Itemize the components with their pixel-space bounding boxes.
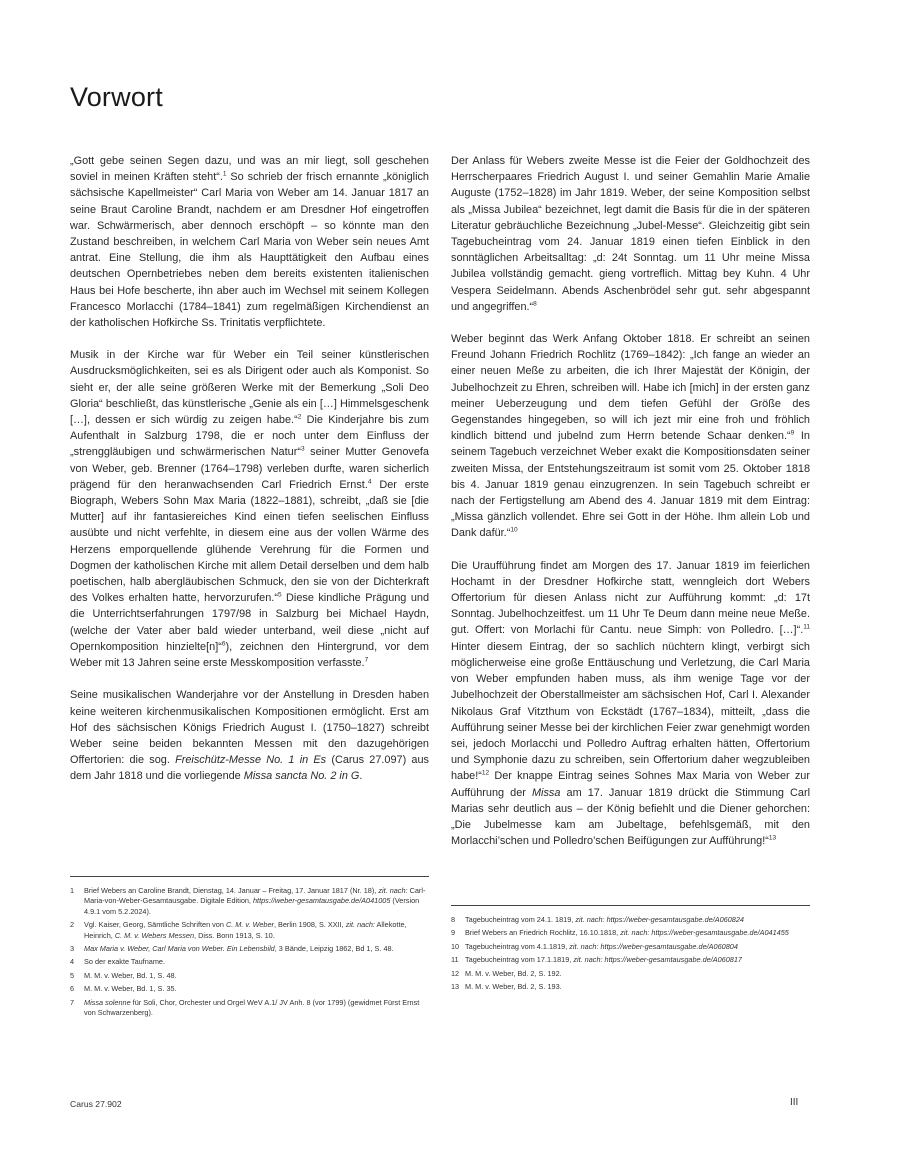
- footnote-number: 5: [70, 970, 75, 980]
- footnote-number: 10: [451, 941, 460, 951]
- footnote: [70, 886, 429, 917]
- footnote: [451, 928, 810, 938]
- page-title: Vorwort: [70, 82, 163, 112]
- footnotes-right: [451, 905, 810, 995]
- footnote: [451, 915, 810, 925]
- page-number: III: [790, 1097, 799, 1108]
- footnote-number: 1: [70, 886, 75, 895]
- footnote: [70, 920, 429, 941]
- catalog-number: Carus 27.902: [70, 1099, 122, 1109]
- footnote: [451, 969, 810, 979]
- footnote-text: Brief Webers an Caroline Brandt, Dienstag, 14. Januar – Freitag, 17. Januar 1817 (Nr. 18), zit. nach: Carl-Maria-von-Weber-Gesamtausgabe. Digitale Edition, https://weber-gesamtausgabe.de/A041005 (Version 4.9.1 vom 5.2.2024).: [84, 886, 426, 916]
- paragraph: „Gott gebe seinen Segen dazu, und was an mir liegt, soll geschehen soviel in meinen Kräften steht“.$^1$ So schrieb der frisch ernannte „königlich sächsische Kapellmeister“ Carl Maria von Weber am 14. Januar 1817 an seine Braut Caroline Brandt, nachdem er am Dresdner Hof eingetroffen war. Schwärmerisch, aber dennoch erschöpft – so könnte man den Zustand beschreiben, in welchem Carl Maria von Weber sein neues Amt antrat. Eine Stellung, die ihm als Haupttätigkeit den Aufbau eines deutschen Opernbetriebes neben dem bereits existenten italienischen Haus bei Hofe bescherte, ihn aber auch im Wechsel mit seinem Kollegen Francesco Morlacchi (1784–1841) zum regelmäßigen Kirchendienst an der katholischen Hofkirche Ss. Trinitatis verpflichtete.: [70, 155, 429, 330]
- footnote-text: M. M. v. Weber, Bd. 2, S. 192.: [465, 968, 562, 978]
- footnote: [451, 955, 810, 965]
- footnote: [70, 984, 429, 994]
- footnote-number: 11: [451, 955, 459, 965]
- footnote-text: M. M. v. Weber, Bd. 2, S. 193.: [465, 982, 562, 992]
- footnote: [70, 971, 429, 981]
- footnote: [451, 982, 810, 992]
- paragraph: Seine musikalischen Wanderjahre vor der Anstellung in Dresden haben keine weiteren kirchenmusikalischen Kompositionen ermöglicht. Erst am Hof des sächsischen Königs Friedrich August I. (1750–1827) schreibt Weber seine beiden bekannten Messen mit den dazugehörigen Offertorien: die sog. Freischütz-Messe No. 1 in Es (Carus 27.097) aus dem Jahr 1818 und die vorliegende Missa sancta No. 2 in G.: [70, 689, 429, 783]
- footnote-text: Brief Webers an Friedrich Rochlitz, 16.10.1818, zit. nach: https://weber-gesamtausgabe.de/A041455: [465, 928, 789, 938]
- footnote-number: 3: [70, 944, 75, 954]
- footnote-text: Vgl. Kaiser, Georg, Sämtliche Schriften von C. M. v. Weber, Berlin 1908, S. XXII, zit. nach: Allekotte, Heinrich, C. M. v. Webers Messen, Diss. Bonn 1913, S. 10.: [84, 920, 407, 940]
- body-column-left: [70, 153, 429, 801]
- footnotes-left: [70, 876, 429, 1021]
- footnote-number: 13: [451, 982, 460, 992]
- footnote: [70, 944, 429, 954]
- footnote-text: Tagebucheintrag vom 4.1.1819, zit. nach: https://weber-gesamtausgabe.de/A060804: [465, 941, 738, 951]
- footnote-number: 8: [451, 915, 456, 924]
- footnote-number: 7: [70, 997, 75, 1007]
- footnote-text: So der exakte Taufname.: [84, 957, 165, 967]
- footnote-text: M. M. v. Weber, Bd. 1, S. 48.: [84, 970, 177, 980]
- paragraph: Weber beginnt das Werk Anfang Oktober 1818. Er schreibt an seinen Freund Johann Friedrich Rochlitz (1769–1842): „Ich fange an wieder an einer neuen Meße zu arbeiten, die ich Ihrer Majestät der Königin, der Jubelhochzeit zu Ehren, schreiben will. Habe ich [mich] in der ersten ganz meiner Ueberzeugung und dem tiefen Gefühl der Größe des Gegenstandes hingegeben, so will ich jezt mir eine froh und fröhlich kindlich bittend und jubelnd zum Herrn betende Schaar denken.“$^9$ In seinem Tagebuch verzeichnet Weber exakt die Kompositionsdaten seiner zweiten Missa, der Entstehungszeitraum ist somit vom 25. Oktober 1818 bis 4. Januar 1819 genau einzugrenzen. In sein Tagebuch schreibt er nach der Fertigstellung am Abend des 4. Januar 1819 mit dem Eintrag: „Missa gänzlich vollendet. Ehre sei Gott in der Höhe. Ihm allein Lob und Dank dafür.“$^{10}$: [451, 333, 810, 540]
- paragraph: Musik in der Kirche war für Weber ein Teil seiner künstlerischen Ausdrucksmöglichkeiten, sei es als Dirigent oder auch als Komponist. So sieht er, der alle seine größeren Werke mit der Bemerkung „Soli Deo Gloria“ beschließt, das künstlerische „Genie als ein […] Himmelsgeschenk […], dessen er sich würdig zu zeigen habe.“$^2$ Die Kinderjahre bis zum Aufenthalt in Salzburg 1798, die er noch unter dem Einfluss der „strenggläubigen und schwärmerischen Natur“$^3$ seiner Mutter Genovefa von Weber, geb. Brenner (1764–1798) verleben durfte, waren sicherlich prägend für den heranwachsenden Carl Friedrich Ernst.$^4$ Der erste Biograph, Webers Sohn Max Maria (1822–1881), schreibt, „daß sie [die Mutter] auf ihr fantasiereiches Kind einen tiefen seelischen Einfluss ausübte und nicht verfehlte, in diesem eine aus der vollen Wärme des Herzens emporquellende glühende Verehrung für die Formen und Dogmen der katholischen Kirche mit allem Detail derselben und dem halb poetischen, halb abergläubischen Schmuck, den sie von der Dichterkraft des Volkes erhalten hatte, hervorzurufen.“$^5$ Diese kindliche Prägung und die Unterrichtserfahrungen 1797/98 in Salzburg bei Michael Haydn, (welche der Vater aber bald wieder unterband, weil diese „nicht auf Opernkomposition hinzielte[n]“$^6$), zeichnen den Hintergrund, vor dem Weber mit 13 Jahren seine erste Messkomposition verfasste.$^7$: [70, 349, 430, 670]
- footnote: [451, 942, 810, 952]
- footnote-text: M. M. v. Weber, Bd. 1, S. 35.: [84, 984, 177, 994]
- paragraph: Der Anlass für Webers zweite Messe ist die Feier der Goldhochzeit des Herrscherpaares Friedrich August I. und seiner Gemahlin Marie Amalie Auguste (1752–1828) im Jahr 1819. Weber, der seine Komposition selbst als „Missa Jubilea“ bezeichnet, legt damit die Basis für die in der späteren Literatur gebräuchliche Bezeichnung „Jubel-Messe“. Gleichzeitig gibt sein Tagebucheintrag vom 24. Januar 1819 einen tiefen Einblick in den sonntäglichen Arbeitsalltag: „d: 24t Sonntag. um 11 Uhr meine Missa Jubilea vollständig gemacht. gieng vortreflich. Mittag bey Kuhn. 4 Uhr Vespera Seidelmann. Abends Aschenbrödel sehr gut. sehr abgespannt und angegriffen.“$^8$: [451, 155, 810, 313]
- body-column-right: [451, 153, 810, 865]
- footnote-number: 2: [70, 920, 75, 930]
- footnote-text: Tagebucheintrag vom 17.1.1819, zit. nach: https://weber-gesamtausgabe.de/A060817: [465, 955, 742, 965]
- footnote-number: 4: [70, 957, 75, 967]
- footnote-text: Tagebucheintrag vom 24.1. 1819, zit. nach: https://weber-gesamtausgabe.de/A060824: [465, 915, 744, 924]
- footnote-number: 9: [451, 928, 456, 938]
- footnote: [70, 957, 429, 967]
- paragraph: Die Uraufführung findet am Morgen des 17. Januar 1819 im feierlichen Hochamt in der Dresdner Hofkirche statt, wenngleich dort Webers Offertorium für diesen Anlass nicht zur Aufführung kommt: „d: 17t Sonntag. Jubelhochzeitfest. um 11 Uhr Te Deum dann meine neue Meße. gut. Offert: von Morlachi für Cantu. neue Simph: von Polledro. […]“.$^{11}$ Hinter diesem Eintrag, der so sachlich nüchtern klingt, verbirgt sich möglicherweise eine große Enttäuschung und Verletzung, die Carl Maria von Weber empfunden haben muss, als ihm wenige Tage vor der Jubelhochzeit der Oberstallmeister am sächsischen Hof, Carl I. Alexander Nikolaus Graf Vitzthum von Eckstädt (1767–1834), mitteilt, „dass die Aufführung seiner Messe bei der kirchlichen Feier zwar genehmigt worden sei, jedoch Morlacchi und Polledro Auftrag erhalten hätten, Offertorium und Symphonie dazu zu schreiben, sein Offertorium daher wegzubleiben habe!“$^{12}$ Der knappe Eintrag seines Sohnes Max Maria von Weber zur Aufführung der Missa am 17. Januar 1819 drückt die Stimmung Carl Marias sehr deutlich aus – der König befiehlt und die Diener gehorchen: „Die Jubelmesse kam am Jubeltage, befehlsgemäß, mit den Morlacchi’schen und Polledro’schen Beifügungen zur Aufführung!“$^{13}$: [451, 559, 810, 848]
- footnote-text: Max Maria v. Weber, Carl Maria von Weber. Ein Lebensbild, 3 Bände, Leipzig 1862, Bd 1, S. 48.: [84, 944, 394, 954]
- footnote: [70, 998, 429, 1019]
- footnote-text: Missa solenne für Soli, Chor, Orchester und Orgel WeV A.1/ JV Anh. 8 (vor 1799) (gewidmet Fürst Ernst von Schwarzenberg).: [84, 997, 420, 1018]
- footnote-number: 12: [451, 968, 460, 978]
- footnote-number: 6: [70, 984, 75, 994]
